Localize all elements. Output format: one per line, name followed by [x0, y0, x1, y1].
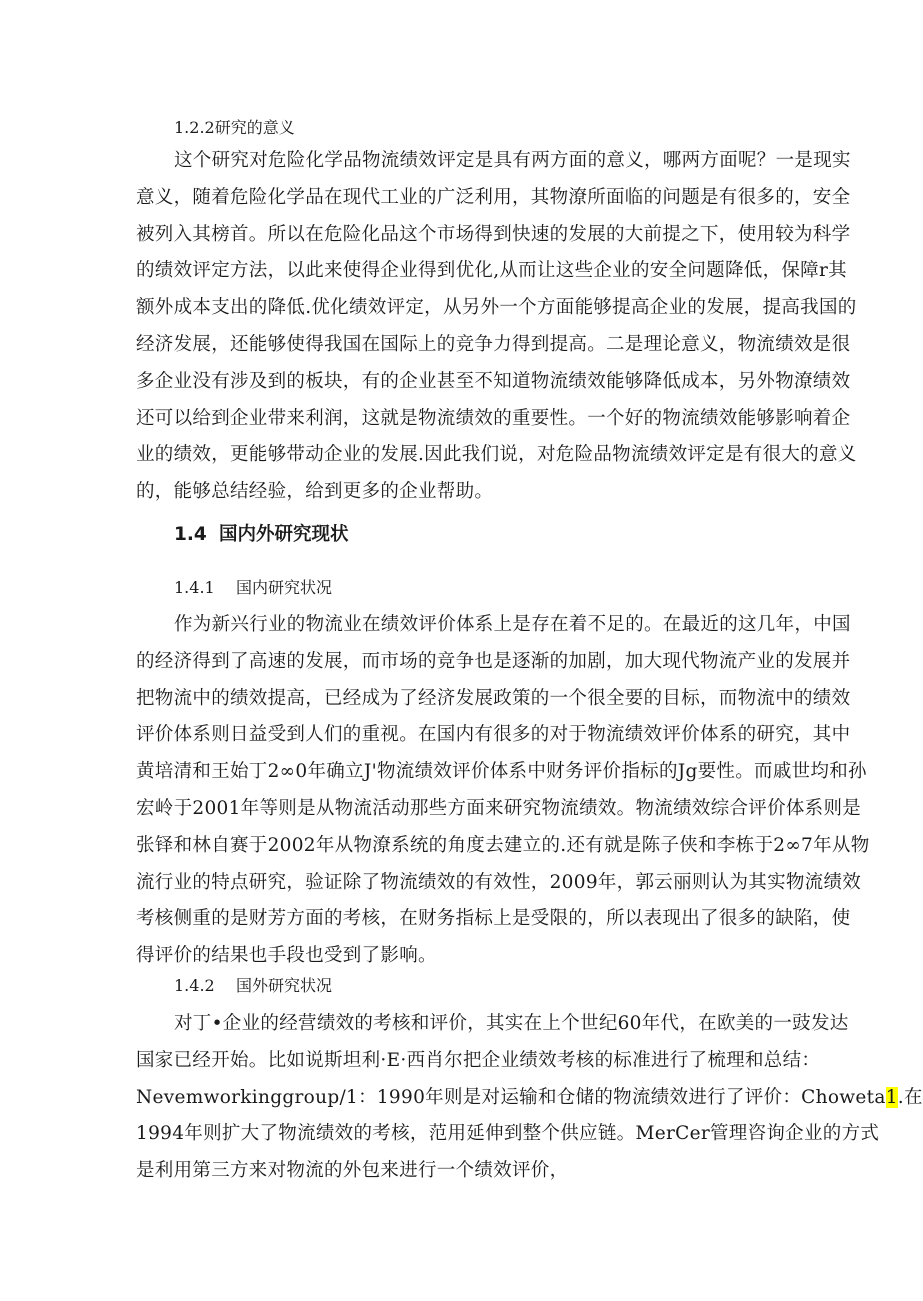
section-number: 1.4	[174, 524, 207, 545]
subsection-title: 国内研究状况	[236, 578, 333, 597]
paragraph-line: 宏岭于2001年等则是从物流活动那些方面来研究物流绩效。物流绩效综合评价体系则是	[136, 797, 862, 819]
paragraph-line: 把物流中的绩效提高，已经成为了经济发展政策的一个很全要的目标，而物流中的绩效	[136, 687, 851, 709]
paragraph-line: 意义，随着危险化学品在现代工业的广泛利用，其物潦所面临的问题是有很多的，安全	[136, 186, 851, 208]
paragraph-line: 经济发展，还能够使得我国在国际上的竞争力得到提高。二是理论意义，物流绩效是很	[136, 333, 851, 355]
subsection-heading-1-2-2: 1.2.2研究的意义	[174, 118, 295, 137]
paragraph-research-significance	[136, 143, 857, 511]
paragraph-line: 考核侧重的是财芳方面的考核，在财务指标上是受限的，所以表现出了很多的缺陷，使	[136, 908, 851, 930]
paragraph-line: 是利用第三方来对物流的外包来进行一个绩效评价，	[136, 1160, 569, 1182]
paragraph-line: 黄培清和王始丁2∞0年确立J'物流绩效评价体系中财务评价指标的Jg要性。而戚世均和孙	[136, 761, 867, 783]
section-heading-1-4	[174, 523, 822, 547]
subsection-title: 国外研究状况	[236, 976, 333, 995]
paragraph-line: 张铎和林自赛于2002年从物潦系统的角度去建立的.还有就是陈子侠和李栋于2∞7年从物	[136, 834, 870, 856]
paragraph-line: 得评价的结果也手段也受到了影响。	[136, 945, 437, 967]
highlighted-text: 1	[885, 1086, 898, 1108]
paragraph-line: 还可以给到企业带来利润，这就是物流绩效的重要性。一个好的物流绩效能够影响着企	[136, 407, 851, 429]
subsection-number: 1.4.2	[174, 976, 215, 995]
paragraph-line: 对丁•企业的经营绩效的考核和评价，其实在上个世纪60年代，在欧美的一豉发达	[174, 1013, 849, 1034]
paragraph-line: 的经济得到了高速的发展，而市场的竞争也是逐渐的加剧，加大现代物流产业的发展并	[136, 650, 851, 672]
paragraph-line: 评价体系则日益受到人们的重视。在国内有很多的对于物流绩效评价体系的研究，其中	[136, 724, 851, 746]
paragraph-line: 额外成本支出的降低.优化绩效评定，从另外一个方面能够提高企业的发展，提高我国的	[136, 297, 857, 319]
paragraph-line: 的绩效评定方法，以此来使得企业得到优化,从而让这些企业的安全问题降低，保障r其	[136, 260, 847, 282]
paragraph-line: 国家已经开始。比如说斯坦利·E·西肖尔把企业绩效考核的标准进行了梳理和总结：	[136, 1049, 821, 1071]
paragraph-line: 流行业的特点研究，验证除了物流绩效的有效性，2009年，郭云丽则认为其实物流绩效	[136, 871, 862, 893]
paragraph-line: 业的绩效，更能够带动企业的发展.因此我们说，对危险品物流绩效评定是有很大的意义	[136, 444, 857, 466]
paragraph-line: 1994年则扩大了物流绩效的考核，范用延伸到整个供应链。MerCer管理咨询企业的方式	[136, 1123, 880, 1145]
subsection-heading-1-4-2	[174, 976, 822, 996]
paragraph-line: 这个研究对危险化学品物流绩效评定是具有两方面的意义，哪两方面呢？一是现实	[174, 150, 851, 171]
paragraph-foreign-research	[136, 1006, 923, 1190]
paragraph-domestic-research	[136, 607, 870, 975]
text-run: Nevemworkinggroup/1：1990年则是对运输和仓储的物流绩效进行了评价：Choweta	[136, 1086, 886, 1108]
paragraph-line	[136, 1080, 923, 1117]
paragraph-line: 多企业没有涉及到的板块，有的企业甚至不知道物流绩效能够降低成本，另外物潦绩效	[136, 370, 851, 392]
paragraph-line: 被列入其榜首。所以在危险化品这个市场得到快速的发展的大前提之下，使用较为科学	[136, 223, 851, 245]
section-title: 国内外研究现状	[219, 524, 349, 545]
paragraph-line: 的，能够总结经验，给到更多的企业帮助。	[136, 481, 494, 503]
text-run: .在	[897, 1086, 923, 1108]
subsection-heading-1-4-1	[174, 578, 822, 598]
paragraph-line: 作为新兴行业的物流业在绩效评价体系上是存在着不足的。在最近的这几年，中国	[174, 614, 851, 635]
subsection-number: 1.4.1	[174, 578, 215, 597]
